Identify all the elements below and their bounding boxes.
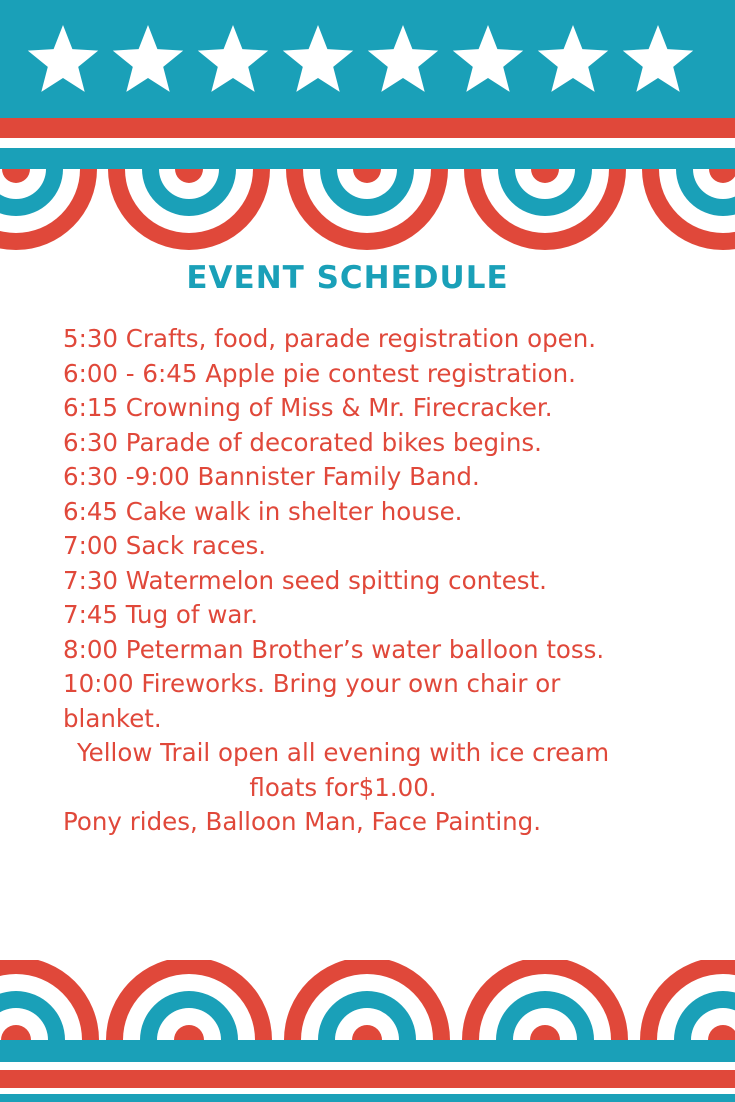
schedule-item: 8:00 Peterman Brother’s water balloon toss. xyxy=(63,634,605,664)
schedule-item: 6:30 -9:00 Bannister Family Band. xyxy=(63,462,480,491)
bottom-bunting-banner xyxy=(0,960,735,1102)
schedule-item: 7:00 Sack races. xyxy=(63,531,266,560)
schedule-item: 6:00 - 6:45 Apple pie contest registration. xyxy=(63,358,576,388)
bottom-red-stripe xyxy=(0,1070,735,1088)
top-star-banner xyxy=(0,0,735,250)
bunting-arc xyxy=(640,960,735,1040)
page-title: EVENT SCHEDULE xyxy=(186,260,509,296)
bottom-teal-edge xyxy=(0,1094,735,1102)
schedule-item: 6:15 Crowning of Miss & Mr. Firecracker. xyxy=(63,393,553,422)
bunting-arc xyxy=(0,169,97,250)
bunting-arc xyxy=(284,960,450,1040)
schedule-item: Yellow Trail open all evening with ice cream floats for$1.00. xyxy=(76,738,610,802)
top-teal-stripe xyxy=(0,148,735,169)
bunting-arc xyxy=(106,960,272,1040)
bunting-arc xyxy=(464,169,626,250)
schedule-item: 7:45 Tug of war. xyxy=(63,600,258,629)
bunting-arc xyxy=(286,169,448,250)
bunting-arc xyxy=(108,169,270,250)
schedule-item: 5:30 Crafts, food, parade registration open. xyxy=(63,324,597,353)
top-teal-band xyxy=(0,0,735,118)
schedule-item: 10:00 Fireworks. Bring your own chair or blanket. xyxy=(63,669,561,733)
schedule-item: 7:30 Watermelon seed spitting contest. xyxy=(63,565,547,595)
bunting-arc xyxy=(0,960,99,1040)
schedule-item: Pony rides, Balloon Man, Face Painting. xyxy=(63,807,542,836)
bunting-arc xyxy=(462,960,628,1040)
bottom-teal-band xyxy=(0,1040,735,1062)
top-red-stripe xyxy=(0,118,735,138)
schedule-item: 6:30 Parade of decorated bikes begins. xyxy=(63,427,542,457)
schedule-item: 6:45 Cake walk in shelter house. xyxy=(63,496,463,526)
event-schedule-list xyxy=(63,322,713,840)
bunting-arc xyxy=(642,169,735,250)
